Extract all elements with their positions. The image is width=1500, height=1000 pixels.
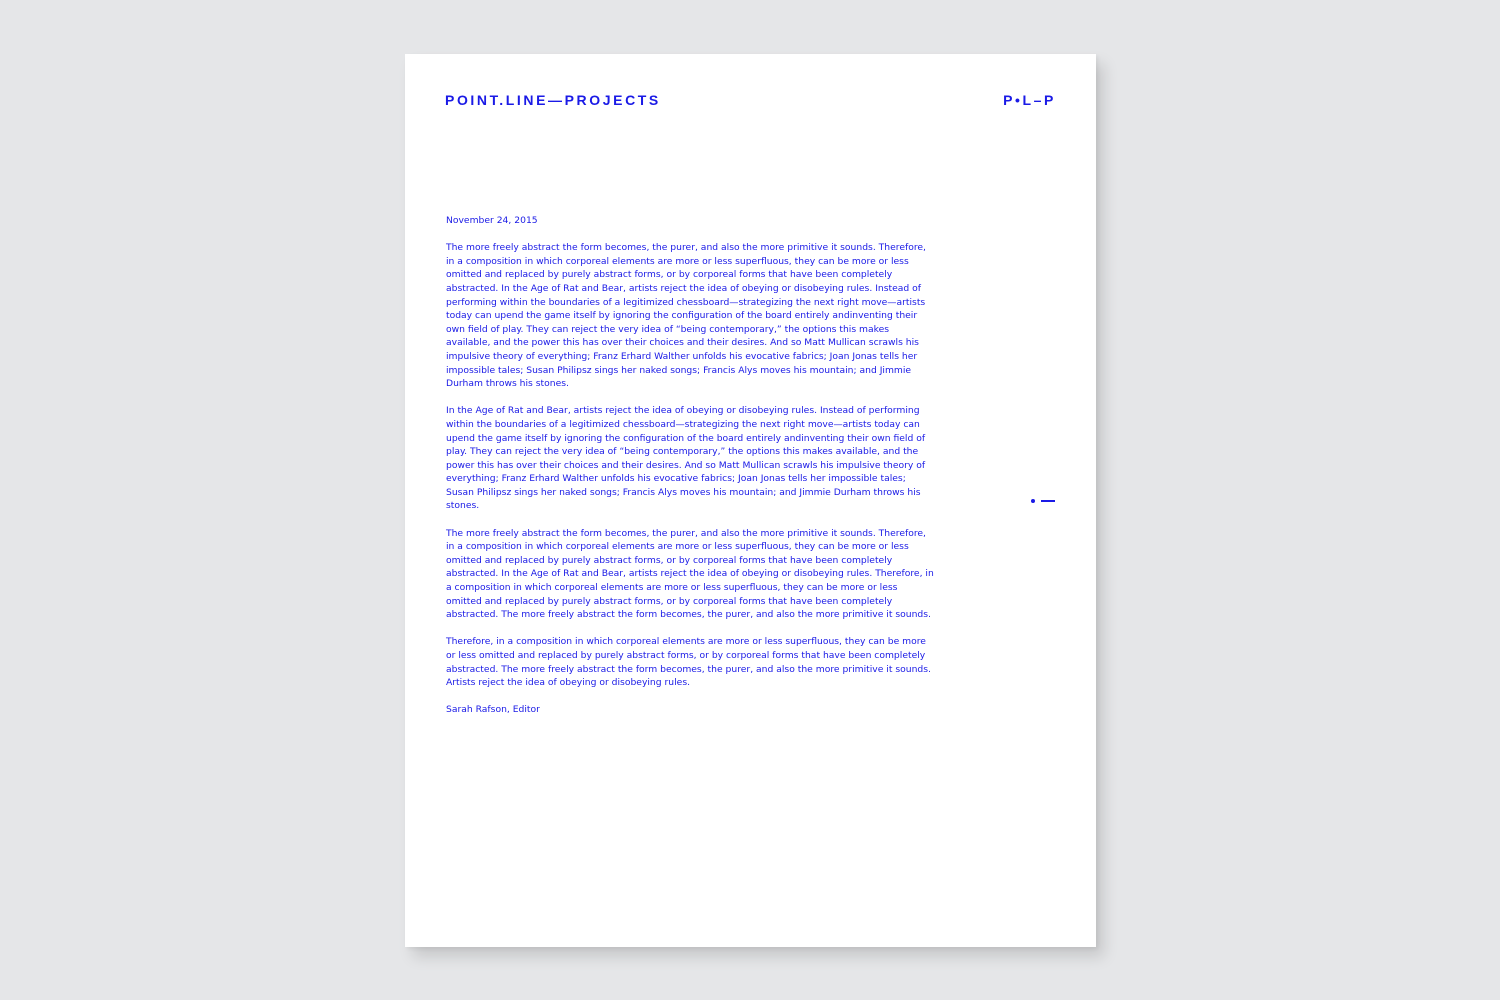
letter-signature: Sarah Rafson, Editor	[446, 704, 540, 716]
line-icon	[1041, 500, 1055, 502]
letter-paragraph-2: In the Age of Rat and Bear, artists reject the idea of obeying or disobeying rules. Instead of performing within the boundaries of a legitimized chessboard—strategizing the next right move—artists today can upend the game itself by ignoring the configuration of the board entirely andinventing their own field of play. They can reject the very idea of “being contemporary,” the options this makes available, and the power this has over their choices and their desires. And so Matt Mullican scrawls his impulsive theory of everything; Franz Erhard Walther unfolds his evocative fabrics; Joan Jonas tells her impossible tales; Susan Philipsz sings her naked songs; Francis Alys moves his mountain; and Jimmie Durham throws his stones.	[446, 405, 926, 512]
brand-monogram: P•L–P	[1003, 92, 1056, 108]
letter-body	[446, 214, 936, 731]
point-icon	[1031, 499, 1035, 503]
letterhead-sheet	[405, 54, 1096, 947]
brand-wordmark: POINT.LINE—PROJECTS	[445, 92, 661, 108]
letter-paragraph-3: The more freely abstract the form becomes, the purer, and also the more primitive it sounds. Therefore, in a composition in which corporeal elements are more or less superfluous, they can be more or less omitted and replaced by purely abstract forms, or by corporeal forms that have been completely abstracted. In the Age of Rat and Bear, artists reject the idea of obeying or disobeying rules. Therefore, in a composition in which corporeal elements are more or less superfluous, they can be more or less omitted and replaced by purely abstract forms, or by corporeal forms that have been completely abstracted. The more freely abstract the form becomes, the purer, and also the more primitive it sounds.	[446, 527, 934, 621]
letter-paragraph-1: The more freely abstract the form becomes, the purer, and also the more primitive it sounds. Therefore, in a composition in which corporeal elements are more or less superfluous, they can be more or less omitted and replaced by purely abstract forms, or by corporeal forms that have been completely abstracted. In the Age of Rat and Bear, artists reject the idea of obeying or disobeying rules. Instead of performing within the boundaries of a legitimized chessboard—strategizing the next right move—artists today can upend the game itself by ignoring the configuration of the board entirely andinventing their own field of play. They can reject the very idea of “being contemporary,” the options this makes available, and the power this has over their choices and their desires. And so Matt Mullican scrawls his impulsive theory of everything; Franz Erhard Walther unfolds his evocative fabrics; Joan Jonas tells her impossible tales; Susan Philipsz sings her naked songs; Francis Alys moves his mountain; and Jimmie Durham throws his stones.	[446, 242, 926, 390]
letter-paragraph-4: Therefore, in a composition in which corporeal elements are more or less superfluous, they can be more or less omitted and replaced by purely abstract forms, or by corporeal forms that have been completely abstracted. The more freely abstract the form becomes, the purer, and also the more primitive it sounds. Artists reject the idea of obeying or disobeying rules.	[446, 636, 931, 689]
point-line-mark	[1031, 498, 1057, 504]
letter-date: November 24, 2015	[446, 215, 538, 226]
